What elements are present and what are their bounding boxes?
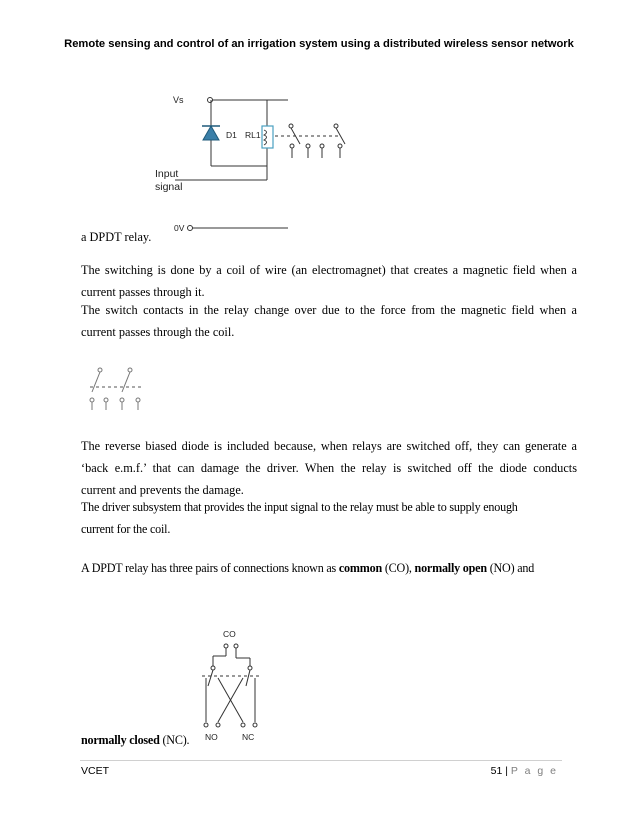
input-label-line2: signal bbox=[155, 181, 183, 193]
term-common: common bbox=[338, 561, 383, 575]
co-label: CO bbox=[223, 629, 236, 639]
paragraph-driver bbox=[81, 496, 577, 540]
paragraph-line: current and prevents the damage. bbox=[81, 483, 244, 497]
term-normally-closed: normally closed bbox=[81, 733, 160, 747]
co-no-nc-contact-diagram bbox=[198, 626, 268, 744]
figure-caption: a DPDT relay. bbox=[81, 230, 152, 244]
page-number: 51 bbox=[490, 765, 503, 777]
no-label: NO bbox=[205, 732, 218, 742]
paragraph-diode bbox=[81, 435, 577, 501]
diode-d1-symbol bbox=[202, 126, 220, 140]
relay-coil-symbol bbox=[262, 126, 273, 148]
footer-page-info bbox=[491, 765, 558, 777]
paragraph-line: ‘back e.m.f.’ that can damage the driver. When the relay is switched off the diode conducts bbox=[81, 461, 577, 475]
paragraph-line: The reverse biased diode is included because, when relays are switched off, they can generate a bbox=[81, 439, 577, 453]
footer-institution: VCET bbox=[81, 765, 110, 777]
d1-label: D1 bbox=[226, 130, 237, 140]
paragraph-line: current for the coil. bbox=[81, 522, 171, 536]
paragraph-line: The switch contacts in the relay change over due to the force from the magnetic field when a bbox=[81, 303, 577, 317]
dpdt-switch-symbol bbox=[88, 366, 158, 414]
nc-label: NC bbox=[242, 732, 255, 742]
text-run: A DPDT relay has three pairs of connections known as bbox=[81, 561, 339, 575]
relay-circuit-diagram bbox=[150, 86, 390, 246]
page-word: P a g e bbox=[510, 765, 558, 777]
paragraph-coil bbox=[81, 259, 577, 343]
vs-terminal bbox=[208, 98, 213, 103]
footer-divider bbox=[80, 760, 562, 761]
running-header: Remote sensing and control of an irrigation system using a distributed wireless sensor network bbox=[64, 38, 574, 50]
paragraph-line: current passes through the coil. bbox=[81, 325, 235, 339]
zero-v-label: 0V bbox=[174, 223, 185, 233]
relay-switch-contacts bbox=[289, 124, 345, 158]
text-run: (NC). bbox=[159, 733, 190, 747]
footer-separator: | bbox=[505, 765, 508, 777]
paragraph-connections bbox=[81, 557, 577, 579]
paragraph-line: The switching is done by a coil of wire (an electromagnet) that creates a magnetic field when a bbox=[81, 263, 577, 277]
paragraph-line: The driver subsystem that provides the input signal to the relay must be able to supply enough bbox=[81, 500, 518, 514]
text-run: (NO) and bbox=[486, 561, 535, 575]
input-label-line1: Input bbox=[155, 168, 179, 180]
paragraph-line: current passes through it. bbox=[81, 285, 205, 299]
vs-label: Vs bbox=[173, 95, 184, 105]
rl1-label: RL1 bbox=[245, 130, 261, 140]
term-normally-open: normally open bbox=[414, 561, 487, 575]
text-run: (CO), bbox=[382, 561, 415, 575]
paragraph-normally-closed bbox=[81, 729, 231, 751]
